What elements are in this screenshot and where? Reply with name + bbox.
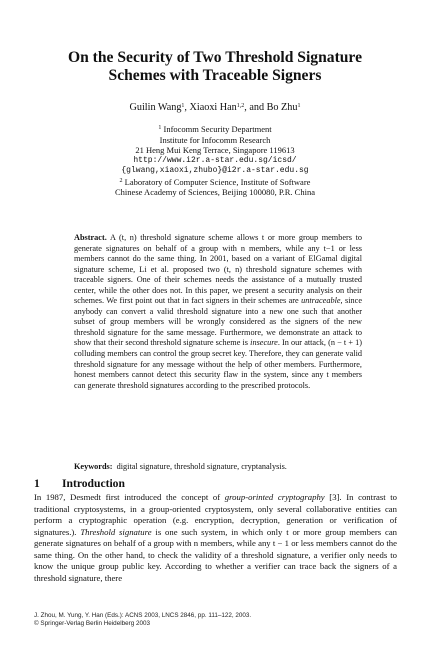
intro-text-3: is one such system, in which only t or more group members can generate signatures on behalf of a group with n members, while any t − 1 or less members cannot do the same thing. On the other hand, to check the validity of a threshold signature, a verifier only needs to know the unique group public key. According to whether a verifier can trace back the signers of a threshold signature, there xyxy=(34,526,398,583)
page-footer xyxy=(34,612,394,628)
keywords-label: Keywords: xyxy=(74,462,113,471)
section-number: 1 xyxy=(34,477,40,490)
intro-text-1: In 1987, Desmedt first introduced the concept of xyxy=(34,492,221,502)
author-1: Guilin Wang xyxy=(129,102,182,113)
abstract-emphasis-2: insecure xyxy=(250,338,278,348)
affiliation-1-dept: Infocomm Security Department xyxy=(163,124,272,134)
title-line-2: Schemes with Traceable Signers xyxy=(108,67,322,84)
author-2: Xiaoxi Han xyxy=(189,102,237,113)
intro-text-2: [3]. In contrast to traditional cryptosystems, in a group-oriented cryptosystem, only several collaborative entities can perform a cryptographic operation (e.g. encryption, decryption, generation or verification of signatures.). xyxy=(34,492,398,537)
affiliation-1-email[interactable]: {glwang,xiaoxi,zhubo}@i2r.a-star.edu.sg xyxy=(121,166,309,175)
affiliation-2-line-1 xyxy=(40,177,390,188)
affiliation-1-address: 21 Heng Mui Keng Terrace, Singapore 119613 xyxy=(135,145,295,155)
author-conjunction: and xyxy=(249,102,265,113)
intro-paragraph xyxy=(34,492,397,584)
keywords-text: digital signature, threshold signature, cryptanalysis. xyxy=(116,462,287,471)
keywords xyxy=(74,462,362,473)
author-3: Bo Zhu xyxy=(266,102,298,113)
title-line-1: On the Security of Two Threshold Signature xyxy=(67,49,362,66)
affiliation-2-institute: Chinese Academy of Sciences, Beijing 100080, P.R. China xyxy=(115,187,315,197)
footer-citation: J. Zhou, M. Yung, Y. Han (Eds.): ACNS 2003, LNCS 2846, pp. 111–122, 2003. xyxy=(34,612,252,619)
section-heading xyxy=(34,477,394,491)
affiliation-1-line-1 xyxy=(40,124,390,135)
affiliation-2-lab: Laboratory of Computer Science, Institute of Software xyxy=(124,176,311,187)
intro-emphasis-1: group-orinted cryptography xyxy=(224,492,325,502)
abstract-label: Abstract. xyxy=(74,233,107,242)
affiliation-1-url[interactable]: http://www.i2r.a-star.edu.sg/icsd/ xyxy=(133,155,297,165)
affiliations xyxy=(40,124,390,198)
abstract-emphasis-1: untraceable xyxy=(301,296,341,306)
abstract-text-2: , since anybody can convert a valid threshold signature into a new one such that another subset of group members will be wrongly considered as the signers of the new threshold signature for the same message. Furthermore, we demonstrate an attack to show that their second threshold signature scheme is xyxy=(74,296,362,348)
affiliation-2-marker: 2 xyxy=(119,177,123,184)
footer-copyright: © Springer-Verlag Berlin Heidelberg 2003 xyxy=(34,620,150,627)
intro-emphasis-2: Threshold signature xyxy=(80,526,152,537)
section-title: Introduction xyxy=(62,477,125,490)
abstract-text-3: . In our attack, (n − t + 1) colluding members can control the group secret key. Therefore, they can generate valid threshold signature for any message without the help of other members. Furthermore, honest members cannot detect this security flaw in the system, since any t members can generate threshold signatures according to the prescribed protocols. xyxy=(74,338,363,390)
author-2-affil: 1,2 xyxy=(236,103,245,109)
affiliation-1-institute: Institute for Infocomm Research xyxy=(159,134,271,145)
author-list: Guilin Wang$^1$, Xiaoxi Han$^{1,2}$, and Bo Zhu$^1$ xyxy=(129,102,301,113)
author-3-affil: 1 xyxy=(297,103,301,109)
abstract xyxy=(74,233,362,391)
author-1-affil: 1 xyxy=(181,103,185,109)
affiliation-1-marker: 1 xyxy=(158,125,162,131)
abstract-text-1: A (t, n) threshold signature scheme allows t or more group members to generate signatures on behalf of a group with n members, while any t−1 or less members cannot do the same thing. In 2001, based on a variant of ElGamal digital signature scheme, Li et al. proposed two (t, n) threshold signature schemes with traceable signers. One of their schemes needs the assistance of a mutually trusted center, while the other does not. In this paper, we present a security analysis on their schemes. We first point out that in fact signers in their schemes are xyxy=(74,233,362,306)
paper-title xyxy=(40,49,390,85)
